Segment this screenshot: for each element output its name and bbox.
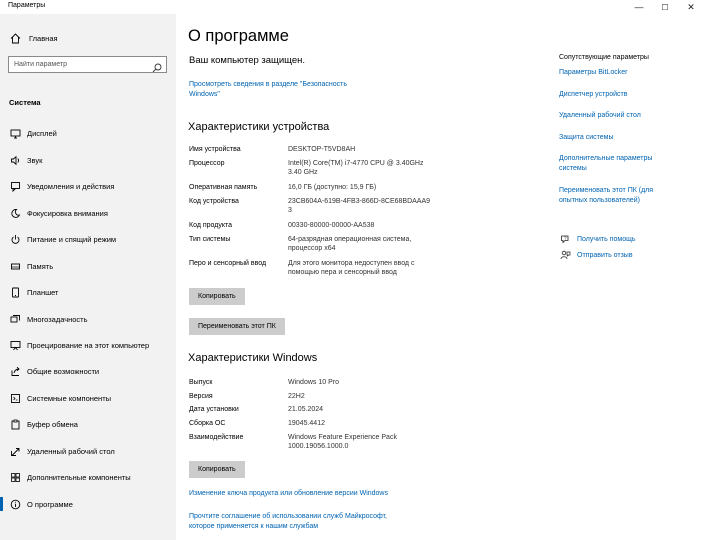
- search-icon[interactable]: [152, 60, 162, 70]
- speaker-icon: [9, 154, 21, 166]
- share-icon: [9, 365, 21, 377]
- sidebar-item-label: Дисплей: [27, 128, 57, 138]
- device-manager-link[interactable]: Диспетчер устройств: [559, 91, 628, 98]
- sidebar-item-label: Питание и спящий режим: [27, 234, 117, 244]
- sidebar-item-label: Удаленный рабочий стол: [27, 446, 115, 456]
- maximize-button[interactable]: [652, 0, 678, 14]
- sidebar-item-label: Буфер обмена: [27, 419, 78, 429]
- sidebar-item-label: Проецирование на этот компьютер: [27, 340, 150, 350]
- spec-value[interactable]: Для этого монитора недоступен ввод с помощью пера и сенсорный ввод: [288, 260, 415, 276]
- tablet-icon: [9, 286, 21, 298]
- sidebar-item-label: Дополнительные компоненты: [27, 472, 131, 482]
- home-icon: [9, 32, 21, 44]
- sidebar-item-label: Планшет: [27, 287, 59, 297]
- section-title: Система: [9, 98, 41, 107]
- sidebar-item-speaker[interactable]: [0, 147, 176, 173]
- sidebar: [0, 14, 176, 540]
- close-icon: ✕: [687, 1, 695, 12]
- advanced-system-settings-link[interactable]: Дополнительные параметры системы: [559, 155, 653, 172]
- sidebar-item-power[interactable]: [0, 226, 176, 252]
- spec-key: Оперативная память: [189, 184, 258, 191]
- spec-value[interactable]: Windows 10 Pro: [288, 379, 339, 386]
- projection-icon: [9, 339, 21, 351]
- sidebar-item-notification[interactable]: [0, 173, 176, 199]
- services-agreement-link[interactable]: Прочтите соглашение об использовании служб Майкрософт, которое применяется к нашим службам: [189, 513, 387, 530]
- remote-desktop-link[interactable]: Удаленный рабочий стол: [559, 112, 641, 119]
- page-title: О программе: [188, 27, 289, 45]
- sidebar-item-storage[interactable]: [0, 253, 176, 279]
- rename-pc-button[interactable]: Переименовать этот ПК: [189, 318, 285, 335]
- sidebar-item-components[interactable]: [0, 385, 176, 411]
- related-settings-title: Сопутствующие параметры: [559, 54, 649, 61]
- spec-value[interactable]: 22H2: [288, 393, 305, 400]
- remote-icon: [9, 445, 21, 457]
- spec-value[interactable]: 16,0 ГБ (доступно: 15,9 ГБ): [288, 184, 377, 191]
- multitask-icon: [9, 313, 21, 325]
- copy-device-specs-button[interactable]: Копировать: [189, 288, 245, 305]
- spec-key: Перо и сенсорный ввод: [189, 260, 267, 267]
- security-link[interactable]: Просмотреть сведения в разделе "Безопасность Windows": [189, 81, 348, 98]
- sidebar-item-label: Фокусировка внимания: [27, 208, 108, 218]
- send-feedback-link[interactable]: Отправить отзыв: [559, 249, 633, 261]
- clipboard-icon: [9, 418, 21, 430]
- bitlocker-link[interactable]: Параметры BitLocker: [559, 69, 628, 76]
- sidebar-item-projection[interactable]: [0, 332, 176, 358]
- spec-value[interactable]: Windows Feature Experience Pack 1000.19056.1000.0: [288, 434, 397, 450]
- sidebar-item-label: Общие возможности: [27, 366, 100, 376]
- spec-value[interactable]: 19045.4412: [288, 420, 325, 427]
- storage-icon: [9, 260, 21, 272]
- title-bar: [0, 0, 704, 14]
- monitor-icon: [9, 127, 21, 139]
- spec-value[interactable]: Intel(R) Core(TM) i7-4770 CPU @ 3.40GHz 3.40 GHz: [288, 160, 424, 176]
- svg-text:?: ?: [563, 235, 567, 241]
- spec-value[interactable]: 64-разрядная операционная система, процессор x64: [288, 236, 412, 252]
- protection-status: Ваш компьютер защищен.: [189, 55, 306, 66]
- windows-specs-heading: Характеристики Windows: [188, 352, 318, 364]
- sidebar-item-label: Звук: [27, 155, 43, 165]
- get-help-link[interactable]: ? Получить помощь: [559, 233, 636, 245]
- info-icon: [9, 498, 21, 510]
- close-button[interactable]: [678, 0, 704, 14]
- sidebar-item-share[interactable]: [0, 358, 176, 384]
- spec-value[interactable]: 23CB604A-619B-4FB3-866D-8CE68BDAAA9 3: [288, 198, 431, 214]
- product-key-link[interactable]: Изменение ключа продукта или обновление версии Windows: [189, 490, 388, 497]
- spec-key: Код продукта: [189, 222, 233, 229]
- sidebar-item-label: Системные компоненты: [27, 393, 112, 403]
- sidebar-item-info[interactable]: [0, 491, 176, 517]
- moon-icon: [9, 207, 21, 219]
- minimize-icon: —: [634, 2, 644, 12]
- spec-key: Сборка ОС: [189, 420, 226, 427]
- sidebar-item-multitask[interactable]: [0, 306, 176, 332]
- search-box[interactable]: [8, 56, 167, 73]
- sidebar-item-remote[interactable]: [0, 438, 176, 464]
- spec-key: Версия: [189, 393, 213, 400]
- sidebar-item-tablet[interactable]: [0, 279, 176, 305]
- sidebar-item-moon[interactable]: [0, 200, 176, 226]
- spec-key: Выпуск: [189, 379, 213, 386]
- system-protection-link[interactable]: Защита системы: [559, 134, 614, 141]
- sidebar-item-label: Многозадачность: [27, 314, 88, 324]
- spec-key: Имя устройства: [189, 146, 241, 153]
- sidebar-item-label: Память: [27, 261, 54, 271]
- components-icon: [9, 392, 21, 404]
- spec-key: Процессор: [189, 160, 225, 167]
- spec-key: Дата установки: [189, 406, 239, 413]
- spec-key: Тип системы: [189, 236, 231, 243]
- sidebar-item-home[interactable]: [0, 25, 176, 51]
- help-icon: [559, 233, 571, 245]
- spec-key: Код устройства: [189, 198, 239, 205]
- spec-value[interactable]: 21.05.2024: [288, 406, 324, 413]
- device-specs-heading: Характеристики устройства: [188, 121, 330, 133]
- minimize-button[interactable]: [626, 0, 652, 14]
- notification-icon: [9, 180, 21, 192]
- spec-value[interactable]: 00330-80000-00000-AA538: [288, 222, 375, 229]
- rename-pc-advanced-link[interactable]: Переименовать этот ПК (для опытных пользователей): [559, 187, 654, 204]
- window-title: Параметры: [8, 2, 46, 9]
- sidebar-item-label: Главная: [29, 33, 58, 43]
- sidebar-item-monitor[interactable]: [0, 120, 176, 146]
- power-icon: [9, 233, 21, 245]
- active-indicator: [0, 497, 3, 511]
- search-input[interactable]: [14, 59, 154, 70]
- spec-value[interactable]: DESKTOP-T5VD8AH: [288, 146, 356, 153]
- sidebar-item-label: О программе: [27, 499, 73, 509]
- optional-features-icon: [9, 471, 21, 483]
- feedback-icon: [559, 249, 571, 261]
- sidebar-item-optional-features[interactable]: [0, 464, 176, 490]
- maximize-icon: ☐: [661, 2, 669, 12]
- sidebar-item-label: Уведомления и действия: [27, 181, 115, 191]
- spec-key: Взаимодействие: [189, 434, 244, 441]
- copy-windows-specs-button[interactable]: Копировать: [189, 461, 245, 478]
- sidebar-item-clipboard[interactable]: [0, 411, 176, 437]
